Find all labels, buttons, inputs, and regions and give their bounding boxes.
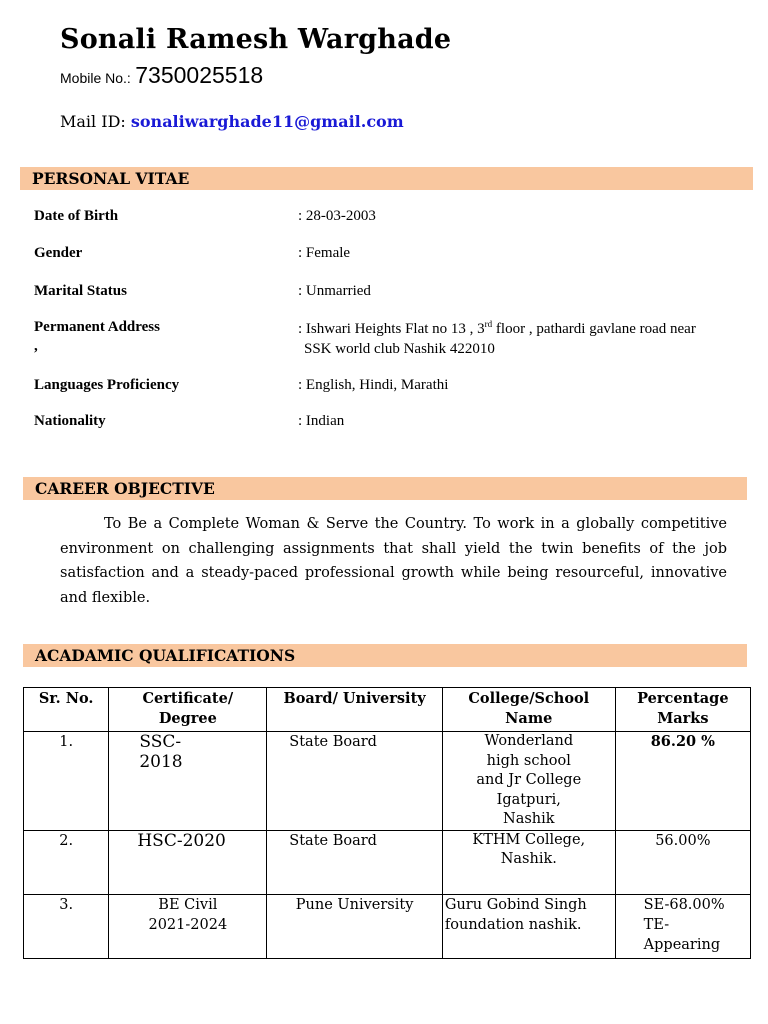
marital-value: : Unmarried — [298, 283, 371, 299]
address-line1-sup: rd — [484, 319, 493, 329]
cell-sr: 1. — [24, 732, 109, 831]
header-certificate: Certificate/ Degree — [109, 688, 267, 732]
objective-paragraph — [60, 512, 727, 610]
address-value — [298, 319, 768, 358]
table-row — [24, 830, 751, 894]
cell-college: Guru Gobind Singh foundation nashik. — [442, 894, 615, 958]
cell-sr: 2. — [24, 830, 109, 894]
header-percentage: Percentage Marks — [615, 688, 750, 732]
mail-link[interactable]: sonaliwarghade11@gmail.com — [130, 112, 404, 131]
dob-value: : 28-03-2003 — [298, 208, 376, 224]
address-label: Permanent Address — [34, 319, 160, 335]
cell-cert: HSC-2020 — [109, 830, 267, 894]
mobile-number: 7350025518 — [135, 62, 264, 88]
table-row — [24, 894, 751, 958]
mobile-label: Mobile No.: — [60, 70, 131, 86]
cell-marks: SE-68.00% TE- Appearing — [615, 894, 750, 958]
cell-board: Pune University — [267, 894, 443, 958]
cell-marks: 56.00% — [615, 830, 750, 894]
cell-cert: BE Civil 2021-2024 — [109, 894, 267, 958]
header-sr-no: Sr. No. — [24, 688, 109, 732]
cell-marks: 86.20 % — [615, 732, 750, 831]
languages-label: Languages Proficiency — [34, 377, 180, 393]
table-header-row — [24, 688, 751, 732]
marital-label: Marital Status — [34, 283, 127, 299]
gender-value: : Female — [298, 245, 351, 261]
cell-college: Wonderland high school and Jr College Igatpuri, Nashik — [442, 732, 615, 831]
nationality-label: Nationality — [34, 413, 106, 429]
qualifications-table — [23, 687, 751, 959]
cell-board: State Board — [267, 732, 443, 831]
address-line1-a: : Ishwari Heights Flat no 13 , 3 — [298, 321, 485, 337]
section-career-objective: CAREER OBJECTIVE — [23, 477, 747, 500]
cell-college: KTHM College, Nashik. — [442, 830, 615, 894]
mobile-line — [60, 62, 263, 89]
section-personal-vitae: PERSONAL VITAE — [20, 167, 753, 190]
table-row — [24, 732, 751, 831]
gender-label: Gender — [34, 245, 83, 261]
objective-text: To Be a Complete Woman & Serve the Country. To work in a globally competitive environment on challenging assignments that shall yield the twin benefits of the job satisfaction and a steady-paced professional growth while being resourceful, innovative and flexible. — [60, 516, 727, 606]
header-college: College/School Name — [442, 688, 615, 732]
languages-value: : English, Hindi, Marathi — [298, 377, 449, 393]
cell-sr: 3. — [24, 894, 109, 958]
address-label-group — [34, 319, 160, 355]
section-academic-qualifications: ACADAMIC QUALIFICATIONS — [23, 644, 747, 667]
cell-board: State Board — [267, 830, 443, 894]
candidate-name: Sonali Ramesh Warghade — [60, 24, 452, 55]
cell-cert: SSC- 2018 — [109, 732, 267, 831]
address-line2: SSK world club Nashik 422010 — [304, 341, 495, 357]
header-board: Board/ University — [267, 688, 443, 732]
dob-label: Date of Birth — [34, 208, 119, 224]
nationality-value: : Indian — [298, 413, 345, 429]
mail-label: Mail ID: — [60, 112, 126, 131]
address-comma: , — [34, 338, 38, 354]
mail-line — [60, 112, 404, 131]
address-line1-b: floor , pathardi gavlane road near — [492, 321, 696, 337]
